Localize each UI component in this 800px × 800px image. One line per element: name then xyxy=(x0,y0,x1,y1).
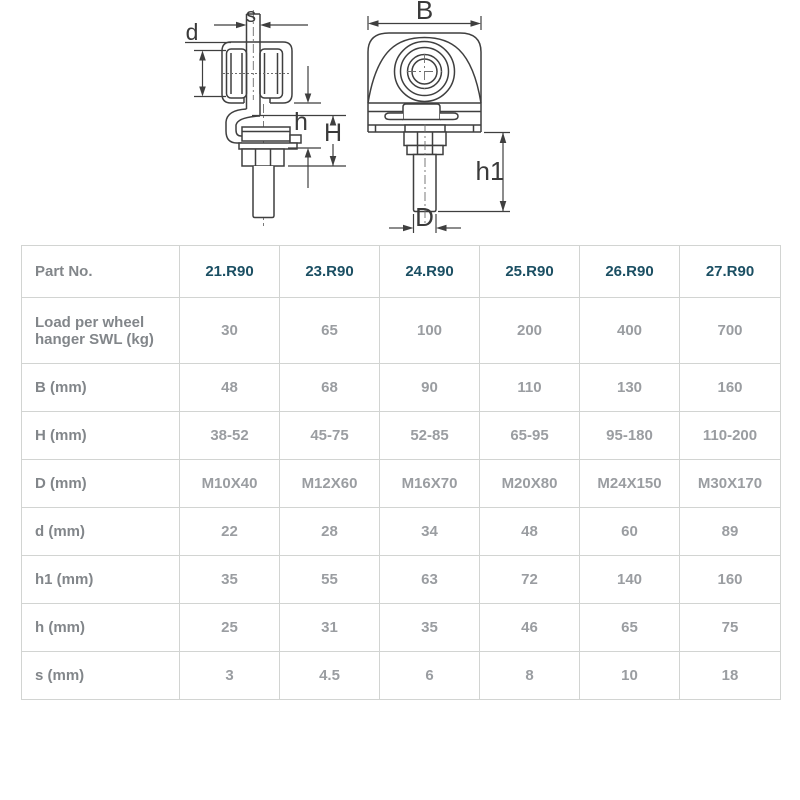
cell-value: M20X80 xyxy=(480,460,580,508)
cell-value: 25 xyxy=(180,604,280,652)
table-row-h1 xyxy=(22,556,781,604)
cell-value: M30X170 xyxy=(680,460,781,508)
row-label-s: s (mm) xyxy=(22,652,180,700)
part-no-header: Part No. xyxy=(22,246,180,298)
cell-value: 65 xyxy=(280,298,380,364)
cell-value: 6 xyxy=(380,652,480,700)
cell-value: 45-75 xyxy=(280,412,380,460)
cell-value: 160 xyxy=(680,364,781,412)
cell-value: 700 xyxy=(680,298,781,364)
dim-label-H: H xyxy=(323,119,343,147)
row-label-d: d (mm) xyxy=(22,508,180,556)
cell-value: 75 xyxy=(680,604,781,652)
cell-value: 65 xyxy=(580,604,680,652)
cell-value: 18 xyxy=(680,652,781,700)
technical-drawings xyxy=(0,0,800,245)
cell-value: 68 xyxy=(280,364,380,412)
cell-value: 48 xyxy=(180,364,280,412)
cell-value: 90 xyxy=(380,364,480,412)
table-row-D xyxy=(22,460,781,508)
cell-value: 35 xyxy=(380,604,480,652)
cell-value: 200 xyxy=(480,298,580,364)
cell-value: 10 xyxy=(580,652,680,700)
cell-value: 95-180 xyxy=(580,412,680,460)
cell-value: 110 xyxy=(480,364,580,412)
cell-value: 89 xyxy=(680,508,781,556)
cell-value: 65-95 xyxy=(480,412,580,460)
col-header-26r90: 26.R90 xyxy=(580,246,680,298)
cell-value: 110-200 xyxy=(680,412,781,460)
col-header-25r90: 25.R90 xyxy=(480,246,580,298)
table-header-row xyxy=(22,246,781,298)
cell-value: 60 xyxy=(580,508,680,556)
dimension-h xyxy=(288,66,321,188)
row-label-B: B (mm) xyxy=(22,364,180,412)
cell-value: 35 xyxy=(180,556,280,604)
table-row-d xyxy=(22,508,781,556)
cell-value: 72 xyxy=(480,556,580,604)
cell-value: 55 xyxy=(280,556,380,604)
cell-value: M10X40 xyxy=(180,460,280,508)
dimension-d xyxy=(185,19,231,97)
cell-value: 22 xyxy=(180,508,280,556)
cell-value: 8 xyxy=(480,652,580,700)
cell-value: 130 xyxy=(580,364,680,412)
col-header-21r90: 21.R90 xyxy=(180,246,280,298)
cell-value: 100 xyxy=(380,298,480,364)
cell-value: 46 xyxy=(480,604,580,652)
cell-value: 30 xyxy=(180,298,280,364)
table-row-H xyxy=(22,412,781,460)
cell-value: 52-85 xyxy=(380,412,480,460)
cell-value: M24X150 xyxy=(580,460,680,508)
cell-value: M12X60 xyxy=(280,460,380,508)
row-label-load: Load per wheel hanger SWL (kg) xyxy=(22,298,180,364)
cell-value: 31 xyxy=(280,604,380,652)
spec-table xyxy=(21,245,781,700)
row-label-H: H (mm) xyxy=(22,412,180,460)
table-row-B xyxy=(22,364,781,412)
cell-value: M16X70 xyxy=(380,460,480,508)
table-row-s xyxy=(22,652,781,700)
cell-value: 160 xyxy=(680,556,781,604)
wheel-front xyxy=(395,42,455,102)
cell-value: 140 xyxy=(580,556,680,604)
dim-label-s: s xyxy=(246,5,256,27)
row-label-h: h (mm) xyxy=(22,604,180,652)
cell-value: 34 xyxy=(380,508,480,556)
bolt-assembly-side xyxy=(239,127,301,218)
cell-value: 400 xyxy=(580,298,680,364)
dimension-B xyxy=(368,0,481,30)
dim-label-D: D xyxy=(415,202,434,232)
row-label-h1: h1 (mm) xyxy=(22,556,180,604)
dimension-D xyxy=(389,202,461,233)
dimension-s xyxy=(214,5,308,28)
row-label-D: D (mm) xyxy=(22,460,180,508)
wheel-pair xyxy=(223,49,291,98)
col-header-24r90: 24.R90 xyxy=(380,246,480,298)
dim-label-d: d xyxy=(185,19,199,45)
front-view-drawing xyxy=(368,0,510,233)
dimension-h1 xyxy=(438,133,510,212)
col-header-27r90: 27.R90 xyxy=(680,246,781,298)
side-view-drawing xyxy=(185,5,346,226)
cell-value: 48 xyxy=(480,508,580,556)
cell-value: 28 xyxy=(280,508,380,556)
col-header-23r90: 23.R90 xyxy=(280,246,380,298)
cell-value: 4.5 xyxy=(280,652,380,700)
cell-value: 38-52 xyxy=(180,412,280,460)
table-row-h xyxy=(22,604,781,652)
dim-label-B: B xyxy=(415,0,434,25)
dim-label-h1: h1 xyxy=(475,156,505,186)
cell-value: 63 xyxy=(380,556,480,604)
dim-label-h: h xyxy=(294,108,308,136)
table-row-load xyxy=(22,298,781,364)
cell-value: 3 xyxy=(180,652,280,700)
